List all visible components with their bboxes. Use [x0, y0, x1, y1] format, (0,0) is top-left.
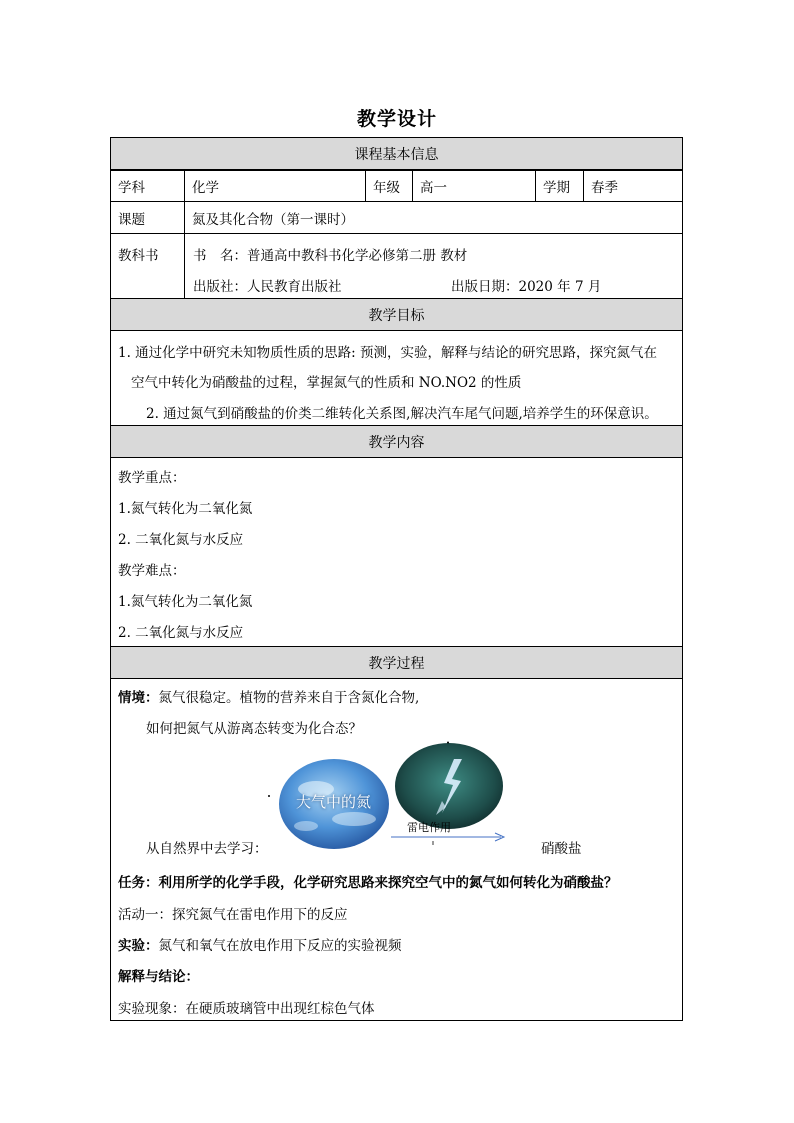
content-header	[110, 425, 683, 458]
key-point-2: 2. 二氧化氮与水反应	[118, 532, 244, 548]
question: 如何把氮气从游离态转变为化合态？	[146, 721, 362, 737]
difficult-point-1: 1.氮气转化为二氧化氮	[118, 594, 253, 610]
experiment-phenomenon: 实验现象：在硬质玻璃管中出现红棕色气体	[118, 1001, 375, 1017]
content-cell	[110, 457, 683, 647]
goal-1-line-2: 空气中转化为硝酸盐的过程，掌握氮气的性质和 NO.NO2 的性质	[131, 375, 522, 391]
lightning-storm	[395, 743, 503, 829]
scenario-text: 氮气很稳定。植物的营养来自于含氮化合物,	[158, 690, 420, 706]
goal-1-line-1: 1. 通过化学中研究未知物质性质的思路: 预测，实验，解释与结论的研究思路，探究氮气在	[118, 345, 658, 361]
grade-value-cell	[412, 170, 536, 202]
process-header	[110, 646, 683, 679]
publish-date: 出版日期：2020 年 7 月	[451, 279, 602, 295]
experiment-text: 氮气和氧气在放电作用下反应的实验视频	[158, 938, 402, 954]
difficult-points-label: 教学难点：	[118, 563, 186, 579]
subject-value-cell	[184, 170, 366, 202]
experiment-label: 实验：	[118, 938, 159, 954]
topic-label: 课题	[118, 211, 145, 228]
atmosphere-label: 大气中的氮	[296, 793, 372, 811]
term-value: 春季	[591, 180, 618, 196]
explanation-label: 解释与结论：	[118, 969, 199, 985]
process-cell	[110, 678, 683, 1021]
book-name: 书 名：普通高中教科书化学必修第二册 教材	[193, 248, 468, 264]
publisher: 出版社：人民教育出版社	[193, 279, 342, 295]
nitrate-label: 硝酸盐	[541, 841, 582, 857]
grade-label-cell	[365, 170, 413, 202]
key-point-1: 1.氮气转化为二氧化氮	[118, 501, 253, 517]
key-points-label: 教学重点：	[118, 470, 186, 486]
activity-label: 活动一：	[118, 907, 172, 923]
learn-from-nature: 从自然界中去学习：	[146, 841, 268, 857]
grade-label: 年级	[373, 180, 400, 196]
textbook-label-cell	[110, 233, 185, 299]
term-label-cell	[535, 170, 584, 202]
content-header-text: 教学内容	[368, 434, 425, 451]
goals-header	[110, 298, 683, 331]
lightning-label: 雷电作用	[407, 821, 451, 834]
scenario-label: 情境：	[118, 690, 159, 706]
textbook-value-cell	[184, 233, 683, 299]
goals-header-text: 教学目标	[368, 307, 425, 324]
topic-value-cell	[184, 201, 683, 234]
subject-value: 化学	[192, 180, 219, 196]
subject-label-cell	[110, 170, 185, 202]
document-title: 教学设计	[356, 108, 437, 130]
difficult-point-2: 2. 二氧化氮与水反应	[118, 625, 244, 641]
grade-value: 高一	[420, 180, 447, 196]
textbook-label: 教科书	[118, 248, 159, 264]
term-label: 学期	[543, 180, 570, 196]
task: 任务：利用所学的化学手段，化学研究思路来探究空气中的氮气如何转化为硝酸盐？	[118, 875, 618, 891]
basic-info-header	[110, 137, 683, 170]
goal-2: 2. 通过氮气到硝酸盐的价类二维转化关系图,解决汽车尾气问题,培养学生的环保意识。	[146, 406, 658, 422]
activity-text: 探究氮气在雷电作用下的反应	[172, 907, 348, 923]
topic-value: 氮及其化合物（第一课时）	[192, 211, 354, 228]
goals-cell	[110, 330, 683, 426]
topic-label-cell	[110, 201, 185, 234]
subject-label: 学科	[118, 180, 145, 196]
term-value-cell	[583, 170, 683, 202]
basic-info-header-text: 课程基本信息	[354, 146, 439, 163]
process-header-text: 教学过程	[368, 655, 425, 672]
